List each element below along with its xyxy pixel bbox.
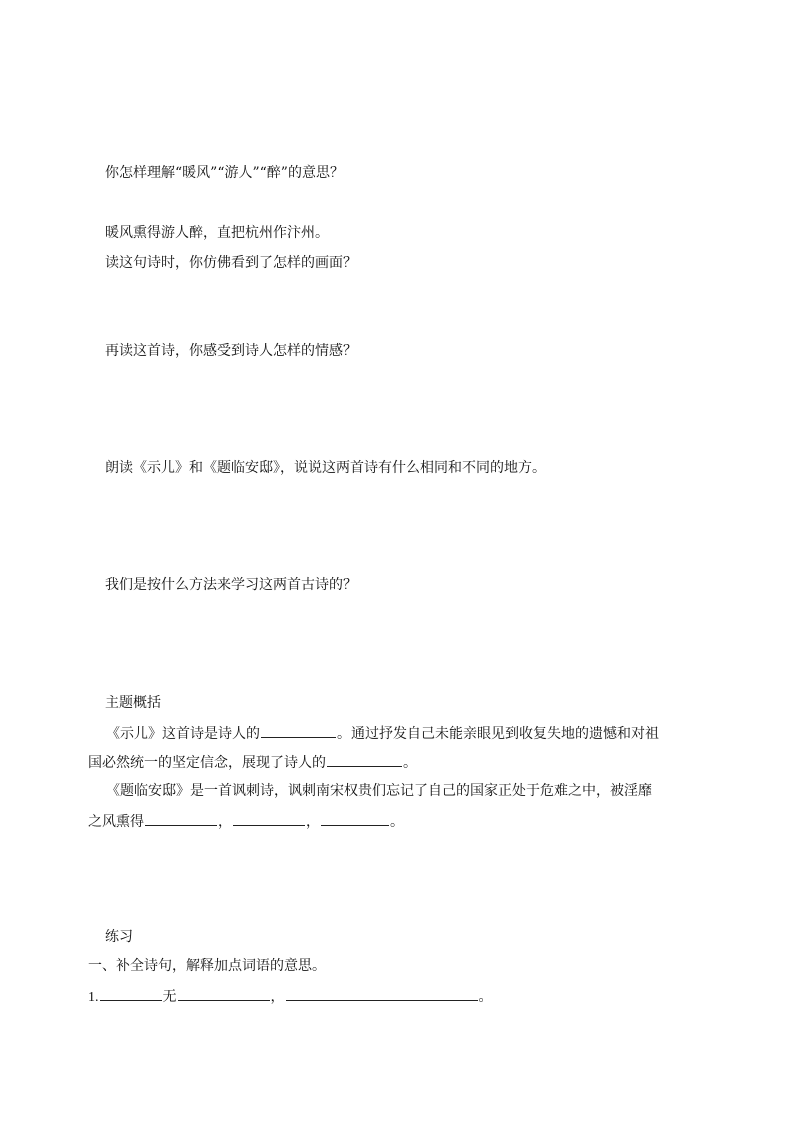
theme-text: 。通过抒发自己未能亲眼见到收复失地的遗憾和对祖 [337, 726, 659, 742]
period: 。 [478, 990, 493, 1005]
comma: ， [306, 814, 320, 830]
theme-paragraph-2-line-2 [88, 810, 404, 832]
question-compare: 朗读《示儿》和《题临安邸》，说说这两首诗有什么相同和不同的地方。 [105, 460, 546, 476]
comma: ， [270, 990, 285, 1005]
theme-text: 。 [403, 755, 417, 771]
fill-blank[interactable] [233, 810, 305, 826]
theme-text: 之风熏得 [88, 814, 144, 830]
theme-paragraph-1-line-1 [106, 722, 659, 744]
practice-heading: 练习 [105, 929, 133, 945]
fill-blank[interactable] [286, 985, 478, 1001]
fill-blank[interactable] [261, 722, 336, 738]
practice-item-1 [88, 985, 493, 1008]
question-emotion: 再读这首诗，你感受到诗人怎样的情感？ [105, 343, 357, 359]
theme-paragraph-2-line-1: 《题临安邸》是一首讽刺诗，讽刺南宋权贵们忘记了自己的国家正处于危难之中，被淫靡 [106, 783, 652, 799]
fill-blank[interactable] [100, 985, 162, 1001]
poem-line: 暖风熏得游人醉，直把杭州作汴州。 [105, 225, 329, 241]
question-imagery: 读这句诗时，你仿佛看到了怎样的画面？ [105, 255, 357, 271]
fill-blank[interactable] [178, 985, 270, 1001]
theme-text: 《示儿》这首诗是诗人的 [106, 726, 260, 742]
fill-blank[interactable] [327, 751, 402, 767]
theme-paragraph-1-line-2 [88, 751, 417, 773]
fill-blank[interactable] [321, 810, 389, 826]
poem-char: 无 [162, 990, 177, 1005]
item-number: 1. [88, 990, 99, 1005]
theme-text: 国必然统一的坚定信念，展现了诗人的 [88, 755, 326, 771]
question-method: 我们是按什么方法来学习这两首古诗的？ [105, 577, 357, 593]
practice-section-1: 一、补全诗句，解释加点词语的意思。 [88, 958, 326, 974]
question-warm-wind: 你怎样理解“暖风”“游人”“醉”的意思？ [105, 165, 344, 181]
fill-blank[interactable] [145, 810, 217, 826]
theme-heading: 主题概括 [105, 695, 161, 711]
comma: ， [218, 814, 232, 830]
theme-text: 。 [390, 814, 404, 830]
